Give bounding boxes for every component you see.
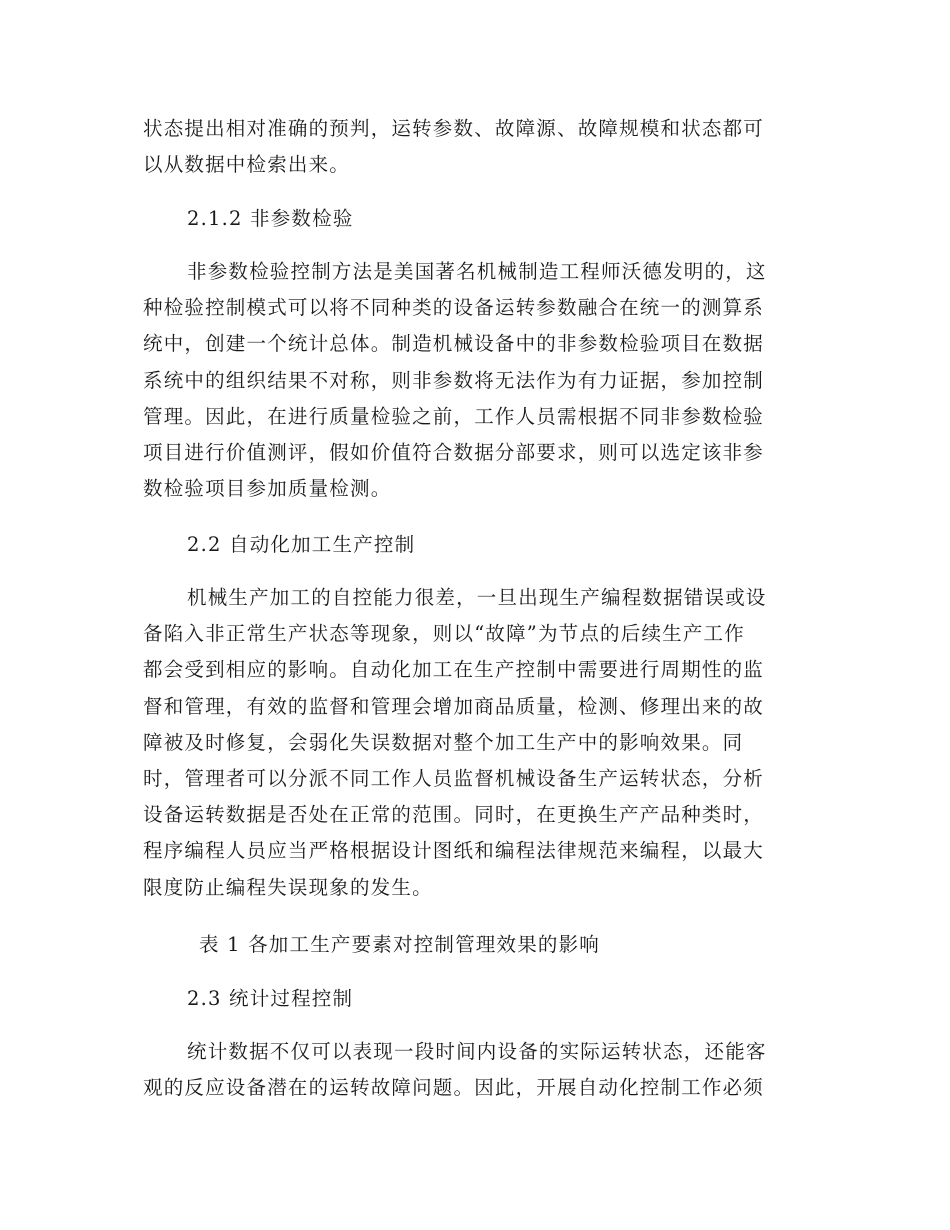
text-line: 程序编程人员应当严格根据设计图纸和编程法律规范来编程，以最大 <box>143 839 765 863</box>
text-line: 非参数检验控制方法是美国著名机械制造工程师沃德发明的，这 <box>187 260 767 283</box>
text-line: 设备运转数据是否处在正常的范围。同时，在更换生产产品种类时， <box>143 803 765 827</box>
text-line: 种检验控制模式可以将不同种类的设备运转参数融合在统一的测算系 <box>143 296 765 320</box>
text-line: 都会受到相应的影响。自动化加工在生产控制中需要进行周期性的监 <box>143 658 765 682</box>
text-line: 限度防止编程失误现象的发生。 <box>143 875 433 899</box>
text-line: 管理。因此，在进行质量检验之前，工作人员需根据不同非参数检验 <box>143 404 765 428</box>
text-line: 观的反应设备潜在的运转故障问题。因此，开展自动化控制工作必须 <box>143 1076 765 1100</box>
section-heading-2-2: 2.2 自动化加工生产控制 <box>187 533 416 556</box>
text-line: 以从数据中检索出来。 <box>143 153 351 177</box>
text-line: 时，管理者可以分派不同工作人员监督机械设备生产运转状态，分析 <box>143 767 765 791</box>
paragraph-continuation <box>143 111 807 183</box>
text-line: 项目进行价值测评，假如价值符合数据分部要求，则可以选定该非参 <box>143 441 765 465</box>
text-line: 系统中的组织结果不对称，则非参数将无法作为有力证据，参加控制 <box>143 368 765 392</box>
text-line: 备陷入非正常生产状态等现象，则以“故障”为节点的后续生产工作 <box>143 622 745 646</box>
text-line: 障被及时修复，会弱化失误数据对整个加工生产中的影响效果。同 <box>143 730 744 754</box>
section-heading-2-3: 2.3 统计过程控制 <box>187 987 354 1010</box>
paragraph-statistical-process-control <box>143 1034 807 1106</box>
text-line: 统计数据不仅可以表现一段时间内设备的实际运转状态，还能客 <box>187 1040 767 1063</box>
paragraph-automated-production-control <box>143 580 807 906</box>
table-caption: 表 1 各加工生产要素对控制管理效果的影响 <box>199 933 601 956</box>
paragraph-nonparametric-test <box>143 254 807 507</box>
text-line: 督和管理，有效的监督和管理会增加商品质量，检测、修理出来的故 <box>143 694 765 718</box>
text-line: 机械生产加工的自控能力很差，一旦出现生产编程数据错误或设 <box>187 586 767 609</box>
text-line: 数检验项目参加质量检测。 <box>143 477 392 501</box>
text-line: 状态提出相对准确的预判，运转参数、故障源、故障规模和状态都可 <box>143 117 765 140</box>
text-line: 统中，创建一个统计总体。制造机械设备中的非参数检验项目在数据 <box>143 332 765 356</box>
section-heading-2-1-2: 2.1.2 非参数检验 <box>187 207 354 230</box>
